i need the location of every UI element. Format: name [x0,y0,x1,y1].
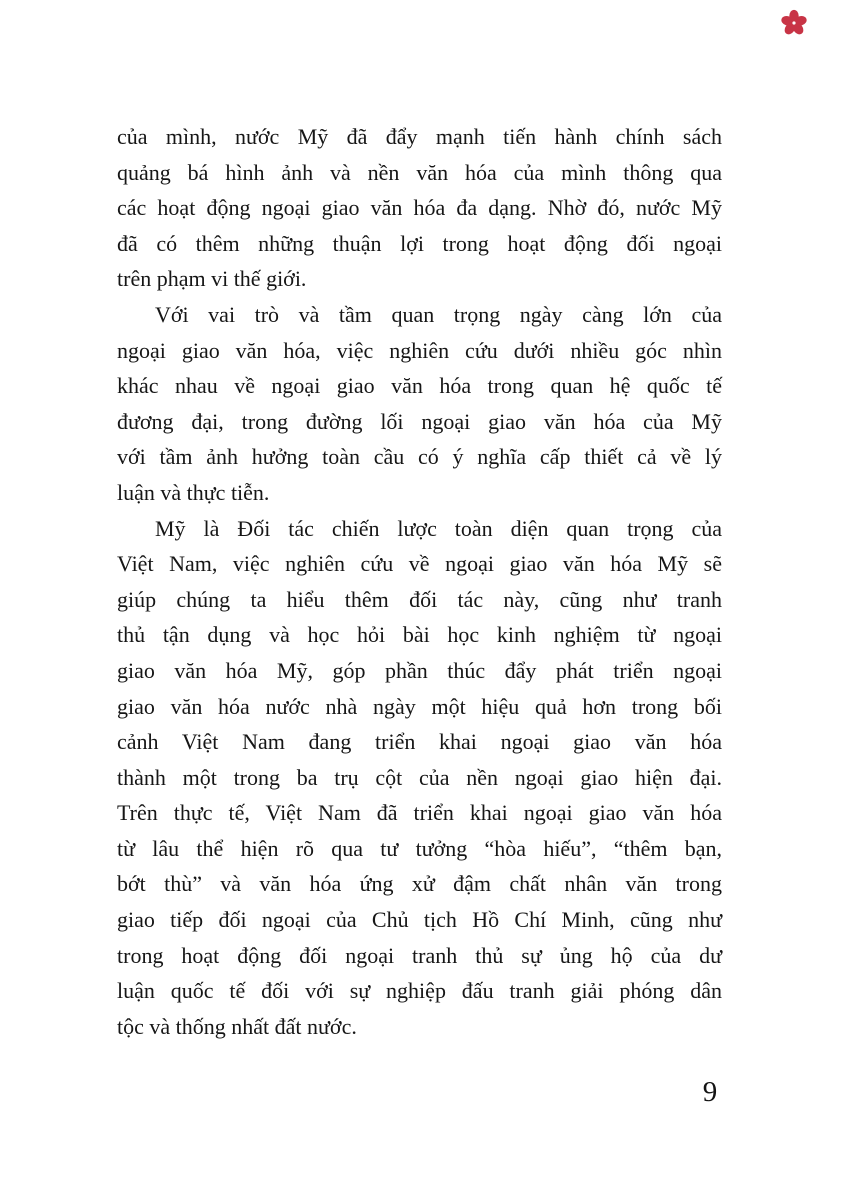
text-line: của mình, nước Mỹ đã đẩy mạnh tiến hành chính sách [117,124,722,149]
text-line: tộc và thống nhất đất nước. [117,1013,357,1039]
text-line: thành một trong ba trụ cột của nền ngoại giao hiện đại. [117,764,722,790]
text-line: thủ tận dụng và học hỏi bài học kinh nghiệm từ ngoại [117,622,722,648]
text-line: Mỹ là Đối tác chiến lược toàn diện quan trọng của [155,515,722,541]
text-line: quảng bá hình ảnh và nền văn hóa của mình thông qua [117,159,722,185]
text-line: với tầm ảnh hưởng toàn cầu có ý nghĩa cấp thiết cả về lý [117,444,722,470]
text-line: từ lâu thể hiện rõ qua tư tưởng “hòa hiếu”, “thêm bạn, [117,835,722,861]
text-line: luận và thực tiễn. [117,479,270,505]
text-line: giao văn hóa nước nhà ngày một hiệu quả hơn trong bối [117,693,722,719]
text-line: luận quốc tế đối với sự nghiệp đấu tranh giải phóng dân [117,978,722,1004]
page-number: 9 [702,1076,718,1108]
text-line: Trên thực tế, Việt Nam đã triển khai ngoại giao văn hóa [117,800,722,826]
text-line: khác nhau về ngoại giao văn hóa trong quan hệ quốc tế [117,373,722,399]
paragraph [117,297,722,511]
text-line: đương đại, trong đường lối ngoại giao văn hóa của Mỹ [117,408,722,434]
paragraph-continuation [117,119,722,297]
text-line: bớt thù” và văn hóa ứng xử đậm chất nhân văn trong [117,871,722,897]
paragraph [117,511,722,1045]
text-line: ngoại giao văn hóa, việc nghiên cứu dưới nhiều góc nhìn [117,337,722,363]
text-line: giao văn hóa Mỹ, góp phần thúc đẩy phát triển ngoại [117,657,722,683]
text-line: trên phạm vi thế giới. [117,266,307,292]
flower-ornament-icon [780,9,808,37]
text-line: giao tiếp đối ngoại của Chủ tịch Hồ Chí Minh, cũng như [117,907,722,933]
text-line: các hoạt động ngoại giao văn hóa đa dạng. Nhờ đó, nước Mỹ [117,195,722,221]
text-line: đã có thêm những thuận lợi trong hoạt động đối ngoại [117,230,722,256]
body-text [117,119,722,1044]
text-line: trong hoạt động đối ngoại tranh thủ sự ủng hộ của dư [117,942,722,968]
text-line: giúp chúng ta hiểu thêm đối tác này, cũng như tranh [117,586,722,612]
text-line: Với vai trò và tầm quan trọng ngày càng lớn của [155,301,722,327]
text-line: cảnh Việt Nam đang triển khai ngoại giao văn hóa [117,729,722,755]
text-line: Việt Nam, việc nghiên cứu về ngoại giao văn hóa Mỹ sẽ [117,551,722,577]
